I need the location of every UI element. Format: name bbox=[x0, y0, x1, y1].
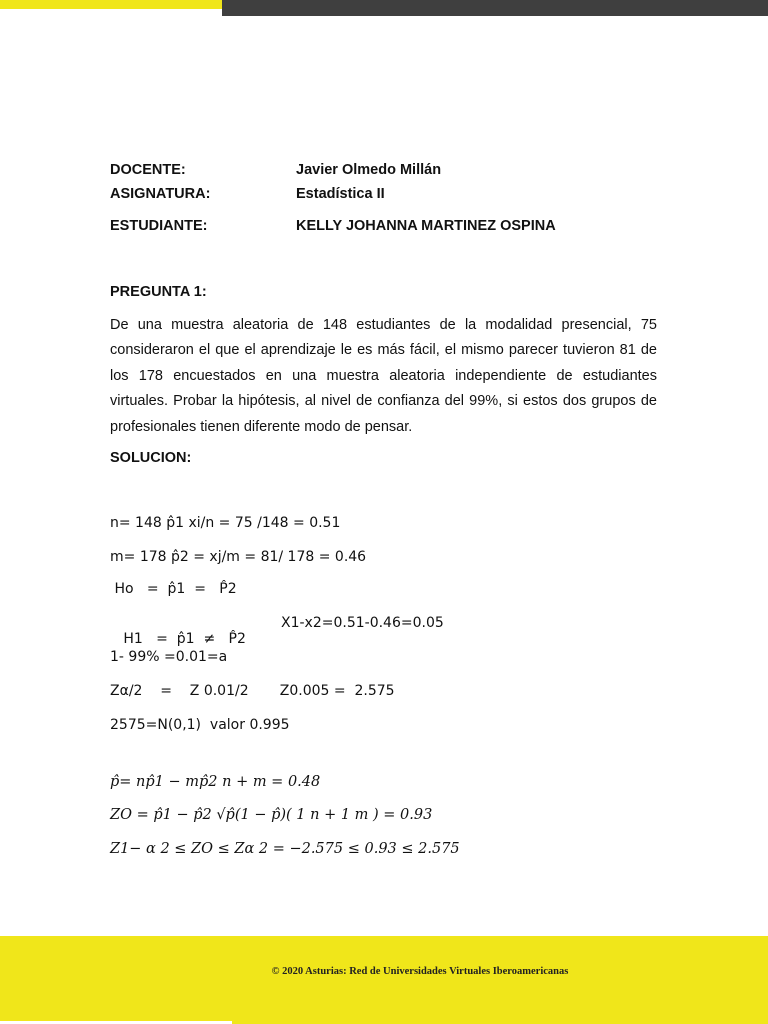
calc-line-h0: Ho = p̂1 = P̂2 bbox=[110, 581, 237, 597]
docente-value: Javier Olmedo Millán bbox=[296, 162, 442, 178]
footer-band bbox=[0, 936, 768, 1024]
footer-copyright: © 2020 Asturias: Red de Universidades Virtuales Iberoamericanas bbox=[271, 966, 569, 977]
asignatura-value: Estadística II bbox=[296, 186, 385, 202]
top-accent-bar bbox=[0, 0, 222, 9]
calc-line-m: m= 178 p̂2 = xj/m = 81/ 178 = 0.46 bbox=[110, 549, 367, 565]
calc-line-n: n= 148 p̂1 xi/n = 75 /148 = 0.51 bbox=[110, 515, 341, 531]
top-dark-bar bbox=[222, 0, 768, 16]
formula-pooled-proportion: p̂= np̂1 − mp̂2 n + m = 0.48 bbox=[110, 774, 321, 790]
docente-label: DOCENTE: bbox=[110, 162, 186, 178]
estudiante-value: KELLY JOHANNA MARTINEZ OSPINA bbox=[296, 218, 556, 234]
question-title: PREGUNTA 1: bbox=[110, 284, 207, 300]
question-text: De una muestra aleatoria de 148 estudiantes de la modalidad presencial, 75 consideraron el que el aprendizaje le es más fácil, el mismo parecer tuvieron 81 de los 178 encuestados en una muestra aleatoria independiente de estudiantes virtuales. Probar la hipótesis, al nivel de confianza del 99%, si estos dos grupos de profesionales tienen diferente modo de pensar. bbox=[110, 317, 657, 435]
calc-line-alpha: 1- 99% =0.01=a bbox=[110, 649, 228, 665]
calc-line-normal: 2575=N(0,1) valor 0.995 bbox=[110, 717, 290, 733]
asignatura-label: ASIGNATURA: bbox=[110, 186, 211, 202]
calc-line-h1: H1 = p̂1 ≠ P̂2 bbox=[118, 631, 246, 647]
formula-decision-interval: Z1− α 2 ≤ ZO ≤ Zα 2 = −2.575 ≤ 0.93 ≤ 2.575 bbox=[110, 841, 460, 857]
solution-title: SOLUCION: bbox=[110, 450, 192, 466]
formula-test-statistic: ZO = p̂1 − p̂2 √p̂(1 − p̂)( 1 n + 1 m ) = 0.93 bbox=[110, 807, 433, 823]
calc-difference: X1-x2=0.51-0.46=0.05 bbox=[281, 615, 444, 631]
calc-line-z-critical: Zα/2 = Z 0.01/2 Z0.005 = 2.575 bbox=[110, 683, 395, 699]
estudiante-label: ESTUDIANTE: bbox=[110, 218, 208, 234]
